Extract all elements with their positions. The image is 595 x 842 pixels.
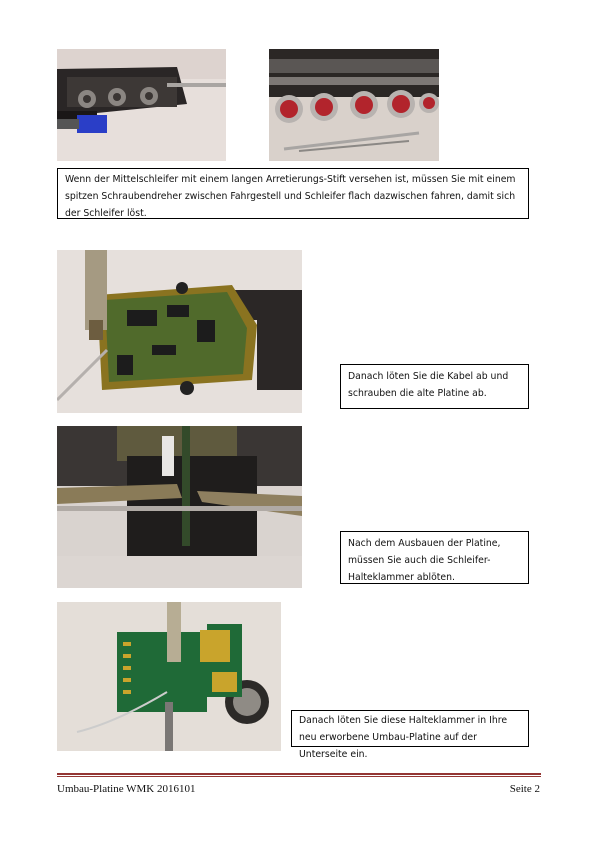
photo-wheels-pickup: [269, 49, 439, 161]
photo-vise-desoldering: [57, 426, 302, 588]
photo-new-board: [57, 602, 281, 751]
photo-chassis-side: [57, 49, 226, 161]
caption-halteklammer-anloeten: Danach löten Sie diese Halteklammer in Ihre neu erworbene Umbau-Platine auf der Unterseite ein.: [291, 710, 529, 747]
footer-rule: [57, 773, 541, 775]
caption-kabel-abloeten: Danach löten Sie die Kabel ab und schrauben die alte Platine ab.: [340, 364, 529, 409]
footer-rule-thin: [57, 776, 541, 777]
photo-old-board: [57, 250, 302, 413]
footer-page-number: Seite 2: [509, 783, 540, 795]
caption-halteklammer-abloeten: Nach dem Ausbauen der Platine, müssen Sie auch die Schleifer-Halteklammer ablöten.: [340, 531, 529, 584]
footer-document-title: Umbau-Platine WMK 2016101: [57, 783, 196, 795]
caption-mittelschleifer: Wenn der Mittelschleifer mit einem langen Arretierungs-Stift versehen ist, müssen Sie mit einem spitzen Schraubendreher zwischen Fahrgestell und Schleifer flach dazwischen fahren, damit sich der Schleifer löst.: [57, 168, 529, 219]
